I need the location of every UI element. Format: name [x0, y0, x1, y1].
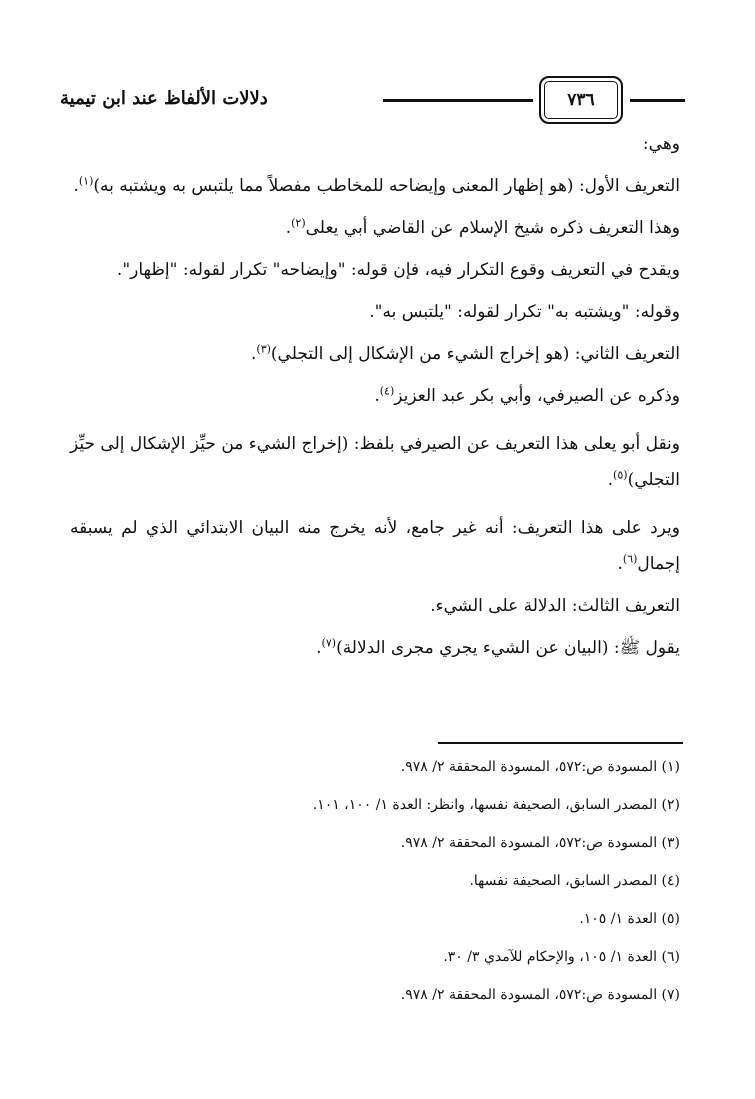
footnote-ref: (٣) — [256, 342, 271, 356]
paragraph-text: وهذا التعريف ذكره شيخ الإسلام عن القاضي أبي يعلى — [305, 218, 680, 238]
footnote-ref: (٢) — [291, 216, 306, 230]
paragraph-text: التعريف الثاني: (هو إخراج الشيء من الإشكال إلى التجلي) — [270, 344, 680, 364]
footnote: (١) المسودة ص:٥٧٢، المسودة المحققة ٢/ ٩٧٨. — [400, 759, 680, 775]
paragraph-text: ويقدح في التعريف وقوع التكرار فيه، فإن قوله: "وإيضاحه" تكرار لقوله: "إظهار". — [116, 260, 680, 280]
footnote: (٦) العدة ١/ ١٠٥، والإحكام للآمدي ٣/ ٣٠. — [443, 949, 680, 965]
paragraph-tail: . — [251, 344, 257, 364]
paragraph-text: يقول ﷺ: (البيان عن الشيء يجري مجرى الدلالة) — [336, 638, 680, 658]
paragraph-text: وقوله: "ويشتبه به" تكرار لقوله: "يلتبس به". — [369, 302, 680, 322]
footnote-ref: (٤) — [379, 384, 395, 398]
footnote: (٢) المصدر السابق، الصحيفة نفسها، وانظر: العدة ١/ ١٠٠، ١٠١. — [312, 797, 680, 813]
header-rule-middle — [383, 99, 533, 102]
paragraph-tail: . — [617, 554, 623, 574]
paragraph-tail: . — [316, 638, 322, 658]
paragraph — [70, 510, 680, 582]
paragraph — [70, 258, 680, 282]
footnote-ref: (١) — [78, 174, 94, 188]
footnote: (٧) المسودة ص:٥٧٢، المسودة المحققة ٢/ ٩٧٨. — [400, 987, 680, 1003]
paragraph-tail: . — [374, 386, 380, 406]
page-header — [60, 76, 685, 126]
footnote-ref: (٥) — [613, 468, 628, 482]
footnote: (٤) المصدر السابق، الصحيفة نفسها. — [469, 873, 680, 889]
footnote-ref: (٧) — [321, 636, 337, 650]
paragraph-text: التعريف الأول: (هو إظهار المعنى وإيضاحه للمخاطب مفصلاً مما يلتبس به ويشتبه به) — [93, 176, 680, 196]
footnote-separator — [438, 742, 683, 744]
paragraph — [70, 342, 680, 366]
paragraph-text: وذكره عن الصيرفي، وأبي بكر عبد العزيز — [394, 386, 680, 406]
page-number-badge: ٧٣٦ — [539, 76, 623, 124]
paragraph-text: ونقل أبو يعلى هذا التعريف عن الصيرفي بلفظ: (إخراج الشيء من حيِّز الإشكال إلى حيِّز التجلي) — [70, 434, 680, 490]
paragraph-text: وهي: — [642, 134, 680, 154]
footnote: (٣) المسودة ص:٥٧٢، المسودة المحققة ٢/ ٩٧٨. — [400, 835, 680, 851]
footnote: (٥) العدة ١/ ١٠٥. — [579, 911, 680, 927]
paragraph-tail: . — [73, 176, 79, 196]
paragraph — [70, 636, 680, 660]
paragraph-tail: . — [285, 218, 292, 238]
paragraph — [70, 132, 680, 156]
header-rule-right — [630, 99, 685, 102]
paragraph — [70, 384, 680, 408]
paragraph-tail: . — [607, 470, 614, 490]
paragraph — [70, 594, 680, 618]
paragraph — [70, 174, 680, 198]
paragraph — [70, 426, 680, 498]
paragraph-text: ويرد على هذا التعريف: أنه غير جامع، لأنه يخرج منه البيان الابتدائي الذي لم يسبقه إجمال — [70, 518, 680, 574]
running-title: دلالات الألفاظ عند ابن تيمية — [60, 88, 268, 109]
main-text — [70, 132, 680, 678]
footnote-ref: (٦) — [622, 552, 638, 566]
paragraph-text: التعريف الثالث: الدلالة على الشيء. — [430, 596, 680, 616]
paragraph — [70, 300, 680, 324]
footnotes — [70, 758, 680, 1024]
paragraph — [70, 216, 680, 240]
